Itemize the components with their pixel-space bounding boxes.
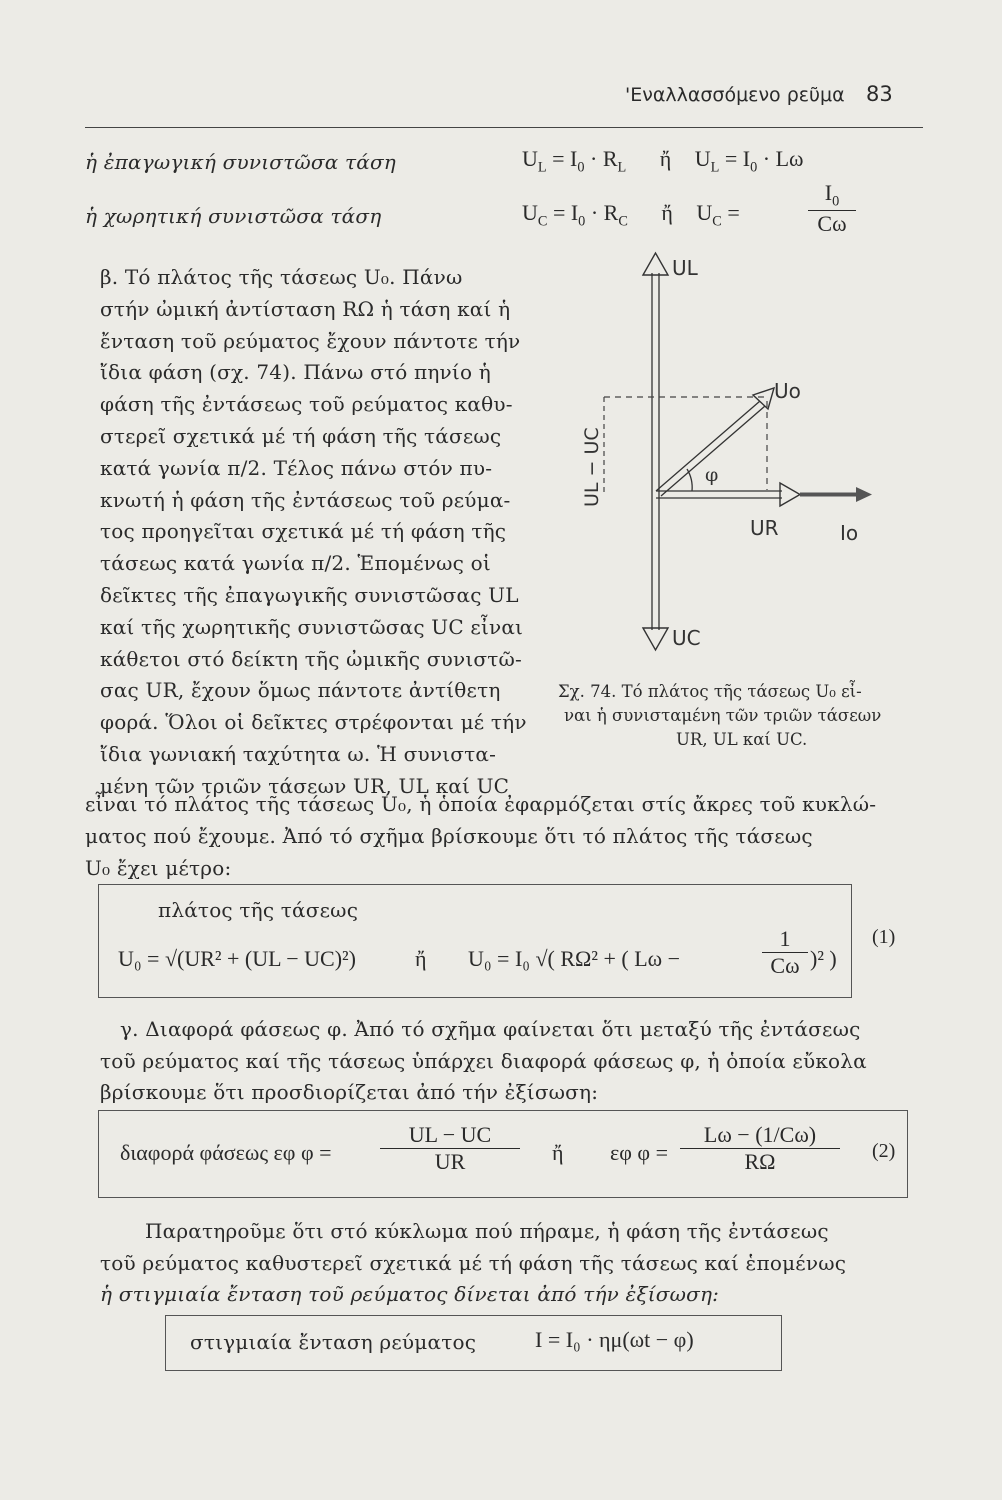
definition-capacitive-label: ἡ χωρητική συνιστῶσα τάση [85,204,382,228]
paragraph-beta-continued: εἶναι τό πλάτος τῆς τάσεως U₀, ἡ ὁποία ἐφαρμόζεται στίς ἄκρες τοῦ κυκλώ- ματος πού ἔχουμε. Ἀπό τό σχῆμα βρίσκουμε ὅτι τό πλάτος τῆς τάσεως U₀ ἔχει μέτρο: [85,792,877,880]
box2-label-2: εφ φ = [610,1140,669,1165]
phasor-diagram [560,245,890,665]
label-uo: Uo [774,379,801,403]
box3-label: στιγμιαία ἔνταση ρεύματος [190,1330,477,1354]
page-number: 83 [866,82,893,106]
box1-or: ἤ [415,946,427,971]
label-io: Io [840,521,859,545]
paragraph-beta: β. Τό πλάτος τῆς τάσεως U₀. Πάνω στήν ὠμική ἀντίσταση RΩ ἡ τάση καί ἡ ἔνταση τοῦ ρεύματος ἔχουν πάντοτε τήν ἴδια φάση (σχ. 74). Πάνω στό πηνίο ἡ φάση τῆς ἐντάσεως τοῦ ρεύματος καθυ- στερεῖ σχετικά μέ τή φάση τῆς τάσεως κατά γωνία π/2. Τέλος πάνω στόν πυ- κνωτή ἡ φάση τῆς ἐντάσεως τοῦ ρεύμα- τος προηγεῖται σχετικά μέ τή φάση τῆς τάσεως κατά γωνία π/2. Ἑπομένως οἱ δεῖκτες τῆς ἐπαγωγικῆς συνιστῶσας UL καί τῆς χωρητικῆς συνιστῶσας UC εἶναι κάθετοι στό δείκτη τῆς ὠμικῆς συνιστῶ- σας UR, ἔχουν ὅμως πάντοτε ἀντίθετη φορά. Ὅλοι οἱ δεῖκτες στρέφονται μέ τήν ἴδια γωνιακή ταχύτητα ω. Ἡ συνιστα- μένη τῶν τριῶν τάσεων UR, UL καί UC [100,265,527,798]
paragraph-gamma: γ. Διαφορά φάσεως φ. Ἀπό τό σχῆμα φαίνεται ὅτι μεταξύ τῆς ἐντάσεως τοῦ ρεύματος καί τῆς τάσεως ὑπάρχει διαφορά φάσεως φ, ἡ ὁποία εὔκολα βρίσκουμε ὅτι προσδιορίζεται ἀπό τήν ἐξίσωση: [100,1017,867,1104]
box2-fraction-2: $\frac{L\omega - (1/C\omega)}{R\Omega}$ [680,1122,840,1175]
label-phi: φ [705,464,719,486]
equation-number-2: (2) [872,1140,896,1162]
box1-fraction: $\frac{1}{C\omega}$ [762,926,808,979]
paragraph-final: Παρατηροῦμε ὅτι στό κύκλωμα πού πήραμε, ἡ φάση τῆς ἐντάσεως τοῦ ρεύματος καθυστερεῖ σχετικά μέ τή φάση τῆς τάσεως καί ἑπομένως ἡ στιγμιαία ἔνταση τοῦ ρεύματος δίνεται ἀπό τήν ἐξίσωση: [145,1216,846,1311]
label-ur: UR [750,516,779,540]
running-title: 'Εναλλασσόμενο ρεῦμα [625,84,845,106]
box1-formula-left: U₀ = √(UR² + (UL − UC)²) [118,946,356,971]
box1-formula-suffix: )² ) [810,946,837,971]
capacitive-fraction: $\frac{I_0}{C\omega}$ [808,180,856,237]
definition-capacitive-formula: $U_C = I_0 \cdot R_C$ ἤ $U_C$ = [522,200,740,230]
figure-caption: Σχ. 74. Τό πλάτος τῆς τάσεως U₀ εἶ- ναι ἡ συνισταμένη τῶν τριῶν τάσεων UR, UL καί UC. [558,682,882,749]
label-uc: UC [672,626,701,650]
box2-fraction-1: $\frac{UL - UC}{UR}$ [380,1122,520,1175]
label-diff: UL − UC [581,427,603,507]
ur-axis [656,483,872,506]
label-ul: UL [672,256,698,280]
box1-title: πλάτος τῆς τάσεως [158,898,359,922]
header-rule [85,127,923,128]
definition-inductive-formula: $U_L = I_0 \cdot R_L$ ἤ $U_L = I_0 \cdot L\omega$ [522,146,804,176]
box2-or: ἤ [552,1140,564,1165]
equation-number-1: (1) [872,926,896,948]
definition-inductive-label: ἡ ἐπαγωγική συνιστῶσα τάση [85,150,396,174]
ul-uc-axis [643,253,668,650]
box3-formula: I = I₀ · ημ(ωt − φ) [535,1327,694,1352]
paragraph-final-line-3: ἡ στιγμιαία ἔνταση τοῦ ρεύματος δίνεται ἀπό τήν ἐξίσωση: [100,1282,720,1306]
box2-label: διαφορά φάσεως εφ φ = [120,1140,332,1165]
box1-formula-right: U₀ = I₀ √( RΩ² + ( Lω − [468,946,681,971]
